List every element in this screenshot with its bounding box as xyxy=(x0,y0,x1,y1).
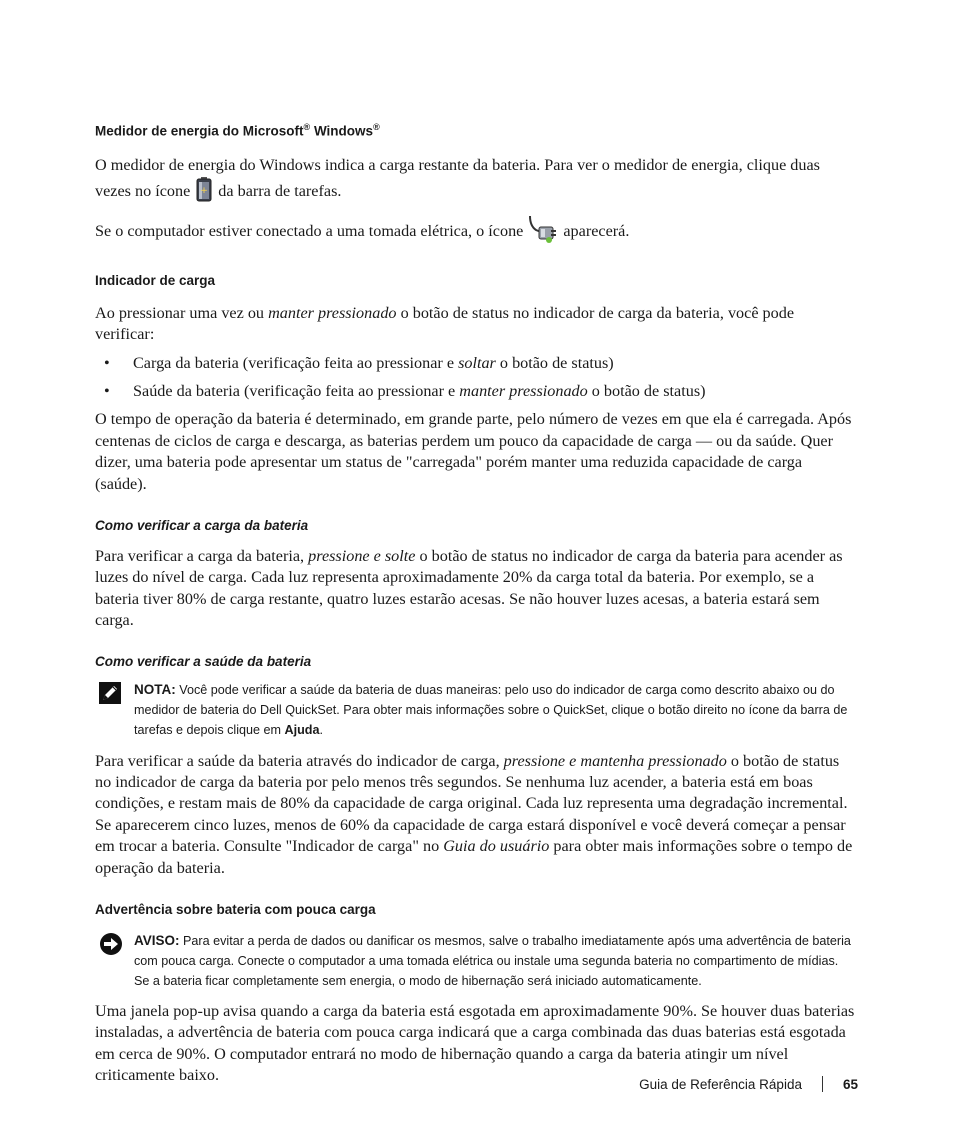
list-indicator-options xyxy=(95,353,857,403)
power-plug-icon xyxy=(527,214,559,250)
paragraph-check-health: Para verificar a saúde da bateria através do indicador de carga, pressione e mantenha pressionado o botão de status no indicador de carga da bateria por pelo menos três segundos. Se nenhuma luz acender, a bateria está em boas condições, e restam mais de 80% da capacidade de carga original. Cada luz representa uma degradação incremental. Se aparecerem cinco luzes, menos de 60% da capacidade de carga estará disponível e você deverá começar a pensar em trocar a bateria. Consulte "Indicador de carga" no Guia do usuário para obter mais informações sobre o tempo de operação da bateria. xyxy=(95,751,853,877)
pencil-note-icon xyxy=(99,682,121,710)
heading-check-charge: Como verificar a carga da bateria xyxy=(95,517,309,533)
paragraph-meter-plug: Se o computador estiver conectado a uma tomada elétrica, o ícone aparecerá. xyxy=(95,214,857,250)
page-number: 65 xyxy=(842,1076,858,1092)
note-label: NOTA: xyxy=(134,681,176,697)
svg-text:+: + xyxy=(200,185,209,196)
page-footer xyxy=(639,1076,858,1092)
paragraph-low-battery: Uma janela pop-up avisa quando a carga da bateria está esgotada em aproximadamente 90%. Se houver duas baterias instaladas, a advertência de bateria com pouca carga indicará que a carga combinada das duas baterias está esgotada em cerca de 90%. O computador entrará no modo de hibernação quando a carga da bateria atingir um nível criticamente baixo. xyxy=(95,1002,855,1085)
list-item: • Carga da bateria (verificação feita ao pressionar e soltar o botão de status) xyxy=(95,353,857,374)
footer-divider xyxy=(822,1076,823,1092)
paragraph-meter-intro: O medidor de energia do Windows indica a carga restante da bateria. Para ver o medidor de energia, clique duas vezes no ícone + da barra de tarefas. xyxy=(95,155,857,209)
page-content xyxy=(95,118,857,1087)
notice-label: AVISO: xyxy=(134,933,180,949)
note-box: NOTA: Você pode verificar a saúde da bateria de duas maneiras: pelo uso do indicador de carga como descrito abaixo ou do medidor de bateria do Dell QuickSet. Para obter mais informações sobre o QuickSet, clique o botão direito no ícone da barra de tarefas e depois clique em Ajuda. xyxy=(95,680,857,740)
heading-power-meter: Medidor de energia do Microsoft® Windows® xyxy=(95,122,380,139)
heading-charge-indicator: Indicador de carga xyxy=(95,272,216,288)
notice-arrow-icon xyxy=(99,932,123,962)
list-item: • Saúde da bateria (verificação feita ao pressionar e manter pressionado o botão de status) xyxy=(95,381,857,402)
battery-icon xyxy=(194,176,214,208)
heading-check-health: Como verificar a saúde da bateria xyxy=(95,653,312,669)
paragraph-check-charge: Para verificar a carga da bateria, pressione e solte o botão de status no indicador de carga da bateria para acender as luzes do nível de carga. Cada luz representa aproximadamente 20% da carga total da bateria. Por exemplo, se a bateria tiver 80% de carga restante, quatro luzes estarão acesas. Se não houver luzes acesas, a bateria estará sem carga. xyxy=(95,546,843,630)
paragraph-indicator-intro: Ao pressionar uma vez ou manter pressionado o botão de status no indicador de carga da bateria, você pode verificar: xyxy=(95,303,795,344)
heading-low-battery: Advertência sobre bateria com pouca carga xyxy=(95,902,376,918)
paragraph-operating-time: O tempo de operação da bateria é determinado, em grande parte, pelo número de vezes em que ela é carregada. Após centenas de ciclos de carga e descarga, as baterias perdem um pouco da capacidade de carga — ou da saúde. Quer dizer, uma bateria pode apresentar um status de "carregada" porém manter uma reduzida capacidade de carga (saúde). xyxy=(95,410,852,493)
footer-guide-title: Guia de Referência Rápida xyxy=(639,1076,802,1092)
notice-box: AVISO: Para evitar a perda de dados ou danificar os mesmos, salve o trabalho imediatamente após uma advertência de bateria com pouca carga. Conecte o computador a uma tomada elétrica ou instale uma segunda bateria no compartimento de mídias. Se a bateria ficar completamente sem energia, o modo de hibernação será iniciado automaticamente. xyxy=(95,931,857,991)
